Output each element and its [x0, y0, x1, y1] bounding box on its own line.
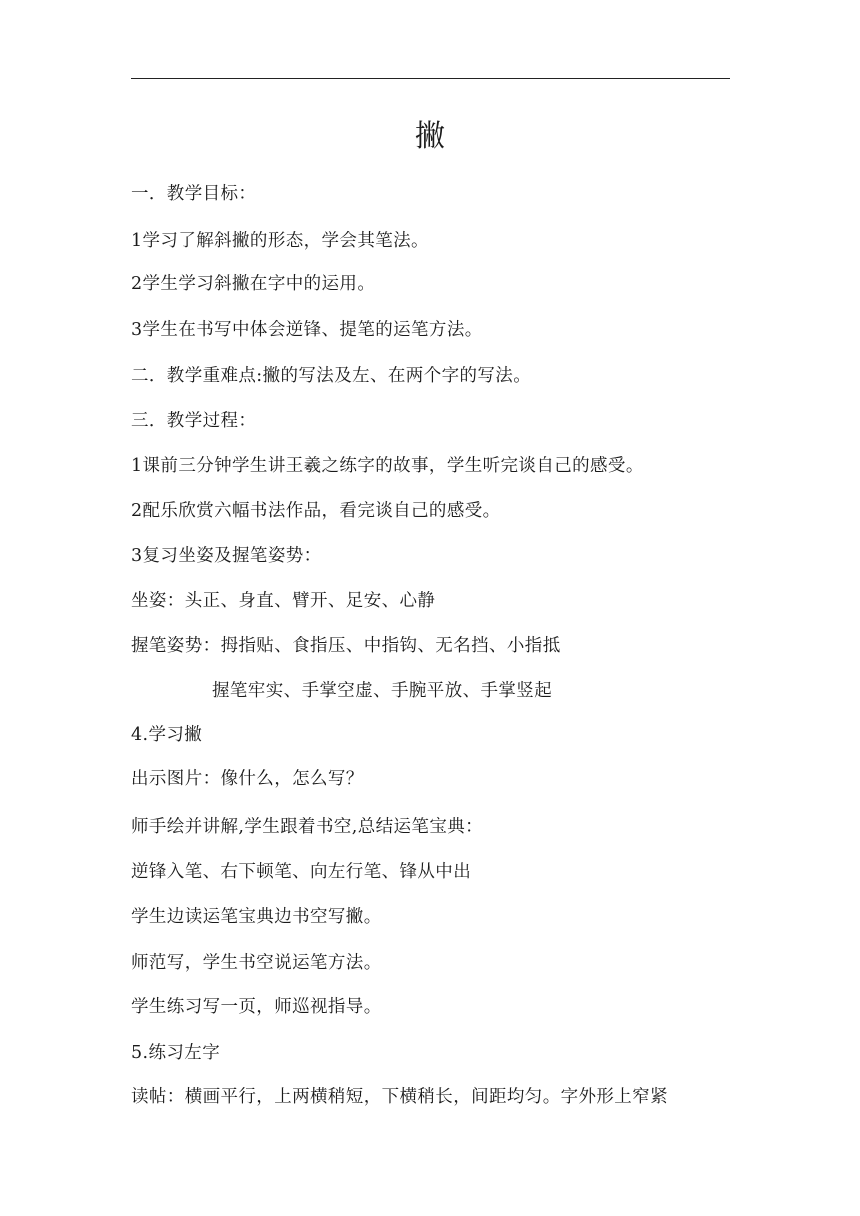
- teacher-model-writing: 师范写，学生书空说运笔方法。: [131, 953, 382, 973]
- objective-2: 2学生学习斜撇在字中的运用。: [131, 274, 376, 294]
- pen-grip-posture-continued: 握笔牢实、手掌空虚、手腕平放、手掌竖起: [212, 681, 553, 701]
- process-step-4: 4.学习撇: [131, 725, 203, 745]
- stroke-method: 逆锋入笔、右下顿笔、向左行笔、锋从中出: [131, 862, 472, 882]
- header-rule: [131, 78, 730, 79]
- objective-3: 3学生在书写中体会逆锋、提笔的运笔方法。: [131, 320, 483, 340]
- section-heading-objectives: 一．教学目标：: [131, 184, 257, 204]
- objective-1: 1学习了解斜撇的形态，学会其笔法。: [131, 231, 429, 251]
- process-step-1: 1课前三分钟学生讲王羲之练字的故事，学生听完谈自己的感受。: [131, 456, 644, 476]
- show-picture: 出示图片：像什么，怎么写？: [131, 769, 364, 789]
- process-step-5: 5.练习左字: [131, 1043, 221, 1063]
- student-practice: 学生练习写一页，师巡视指导。: [131, 997, 382, 1017]
- process-step-3: 3复习坐姿及握笔姿势：: [131, 546, 322, 566]
- section-heading-key-points: 二．教学重难点:撇的写法及左、在两个字的写法。: [131, 366, 532, 386]
- sitting-posture: 坐姿：头正、身直、臂开、足安、心静: [131, 591, 436, 611]
- section-heading-process: 三．教学过程：: [131, 411, 257, 431]
- reading-copybook: 读帖：横画平行，上两横稍短，下横稍长，间距均匀。字外形上窄紧: [131, 1087, 668, 1107]
- document-title: 撇: [415, 119, 445, 154]
- pen-grip-posture: 握笔姿势：拇指贴、食指压、中指钩、无名挡、小指抵: [131, 636, 561, 656]
- teacher-demonstration: 师手绘并讲解,学生跟着书空,总结运笔宝典：: [131, 817, 484, 837]
- student-air-writing: 学生边读运笔宝典边书空写撇。: [131, 907, 382, 927]
- process-step-2: 2配乐欣赏六幅书法作品，看完谈自己的感受。: [131, 501, 501, 521]
